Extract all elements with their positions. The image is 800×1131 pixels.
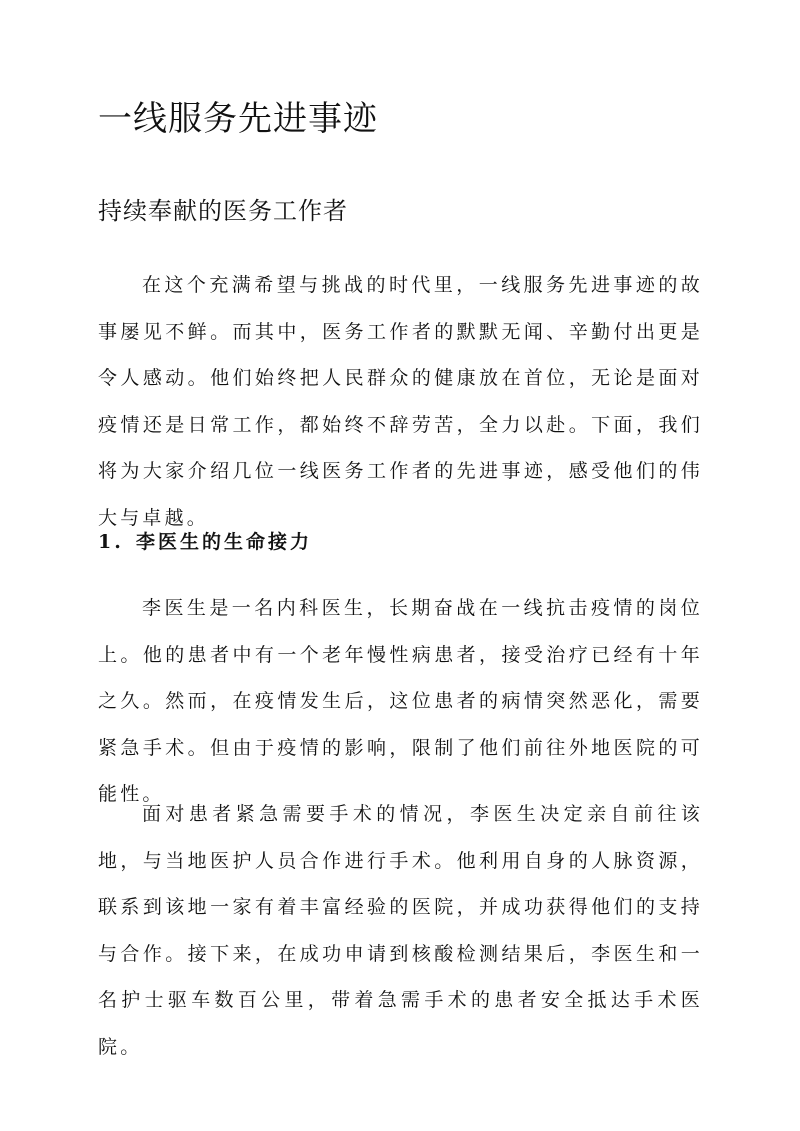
document-subtitle: 持续奉献的医务工作者	[98, 197, 348, 225]
section-heading	[98, 524, 312, 560]
section-title: 李医生的生命接力	[136, 531, 313, 553]
document-title: 一线服务先进事迹	[98, 99, 378, 139]
intro-paragraph: 在这个充满希望与挑战的时代里，一线服务先进事迹的故事屡见不鲜。而其中，医务工作者的默默无闻、辛勤付出更是令人感动。他们始终把人民群众的健康放在首位，无论是面对疫情还是日常工作，都始终不辞劳苦，全力以赴。下面，我们将为大家介绍几位一线医务工作者的先进事迹，感受他们的伟大与卓越。	[98, 274, 703, 529]
section-paragraph-1: 李医生是一名内科医生，长期奋战在一线抗击疫情的岗位上。他的患者中有一个老年慢性病患者，接受治疗已经有十年之久。然而，在疫情发生后，这位患者的病情突然恶化，需要紧急手术。但由于疫情的影响，限制了他们前往外地医院的可能性。	[98, 597, 703, 805]
section-number: 1.	[98, 531, 124, 553]
section-paragraph-2: 面对患者紧急需要手术的情况，李医生决定亲自前往该地，与当地医护人员合作进行手术。他利用自身的人脉资源，联系到该地一家有着丰富经验的医院，并成功获得他们的支持与合作。接下来，在成功申请到核酸检测结果后，李医生和一名护士驱车数百公里，带着急需手术的患者安全抵达手术医院。	[98, 803, 703, 1058]
